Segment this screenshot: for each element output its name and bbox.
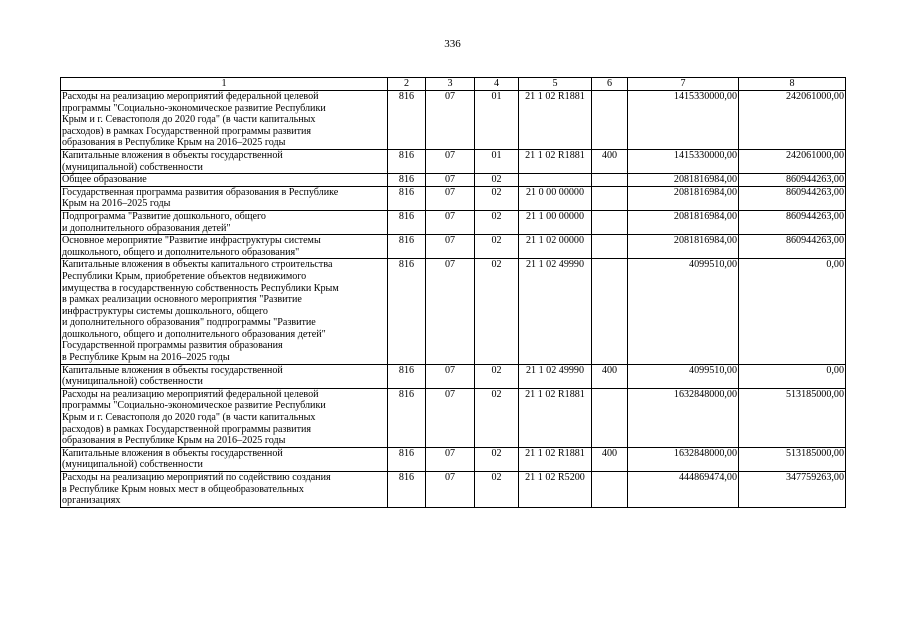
description-line: расходов) в рамках Государственной программы развития [62, 423, 312, 435]
description-line: (муниципальной) собственности [62, 376, 203, 388]
description-line: и дополнительного образования детей" [62, 222, 231, 234]
amount-cell: 2081816984,00 [628, 235, 739, 259]
column-header: 5 [519, 78, 592, 91]
description-line: Крым и г. Севастополя до 2020 года" (в части капитальных [62, 114, 316, 126]
amount-cell: 242061000,00 [739, 149, 846, 173]
target-article-cell: 21 1 02 R1881 [519, 149, 592, 173]
expense-type-cell: 400 [592, 447, 628, 471]
column-header: 2 [388, 78, 426, 91]
amount-cell: 513185000,00 [739, 447, 846, 471]
table-row [61, 235, 846, 259]
ministry-code-cell: 816 [388, 91, 426, 150]
row-description [61, 186, 388, 210]
table-row [61, 174, 846, 187]
row-description [61, 91, 388, 150]
section-code-cell: 07 [426, 259, 475, 364]
target-article-cell: 21 1 02 R1881 [519, 388, 592, 447]
row-description [61, 388, 388, 447]
expense-type-cell: 400 [592, 364, 628, 388]
ministry-code-cell: 816 [388, 149, 426, 173]
ministry-code-cell: 816 [388, 210, 426, 234]
description-line: Республики Крым, приобретение объектов недвижимого [62, 270, 307, 282]
target-article-cell: 21 1 02 R1881 [519, 447, 592, 471]
expense-type-cell: 400 [592, 149, 628, 173]
description-line: Капитальные вложения в объекты государственной [62, 149, 283, 161]
amount-cell: 1632848000,00 [628, 447, 739, 471]
target-article-cell: 21 1 02 49990 [519, 259, 592, 364]
table-row [61, 364, 846, 388]
subsection-code-cell: 02 [475, 210, 519, 234]
table-row [61, 388, 846, 447]
target-article-cell: 21 1 02 R1881 [519, 91, 592, 150]
amount-cell: 2081816984,00 [628, 174, 739, 187]
ministry-code-cell: 816 [388, 259, 426, 364]
subsection-code-cell: 02 [475, 259, 519, 364]
section-code-cell: 07 [426, 91, 475, 150]
column-header: 1 [61, 78, 388, 91]
column-header: 4 [475, 78, 519, 91]
table-row [61, 447, 846, 471]
expense-type-cell [592, 388, 628, 447]
section-code-cell: 07 [426, 472, 475, 508]
table-header-row [61, 78, 846, 91]
section-code-cell: 07 [426, 447, 475, 471]
description-line: (муниципальной) собственности [62, 459, 203, 471]
description-line: Капитальные вложения в объекты государственной [62, 364, 283, 376]
amount-cell: 4099510,00 [628, 364, 739, 388]
row-description [61, 174, 388, 187]
amount-cell: 444869474,00 [628, 472, 739, 508]
description-line: программы "Социально-экономическое развитие Республики [62, 102, 326, 114]
row-description [61, 364, 388, 388]
subsection-code-cell: 02 [475, 388, 519, 447]
amount-cell: 0,00 [739, 364, 846, 388]
section-code-cell: 07 [426, 174, 475, 187]
expense-type-cell [592, 472, 628, 508]
row-description [61, 210, 388, 234]
section-code-cell: 07 [426, 149, 475, 173]
subsection-code-cell: 02 [475, 186, 519, 210]
description-line: Подпрограмма "Развитие дошкольного, общего [62, 210, 266, 222]
amount-cell: 1632848000,00 [628, 388, 739, 447]
row-description [61, 259, 388, 364]
ministry-code-cell: 816 [388, 235, 426, 259]
ministry-code-cell: 816 [388, 186, 426, 210]
description-line: организациях [62, 495, 121, 507]
description-line: дошкольного, общего и дополнительного образования детей" [62, 328, 326, 340]
expense-type-cell [592, 259, 628, 364]
target-article-cell: 21 1 02 49990 [519, 364, 592, 388]
table-body [61, 91, 846, 508]
row-description [61, 235, 388, 259]
description-line: в Республике Крым новых мест в общеобразовательных [62, 483, 304, 495]
amount-cell: 860944263,00 [739, 210, 846, 234]
description-line: инфраструктуры системы дошкольного, общего [62, 305, 268, 317]
budget-table [60, 77, 846, 508]
ministry-code-cell: 816 [388, 364, 426, 388]
ministry-code-cell: 816 [388, 174, 426, 187]
subsection-code-cell: 02 [475, 364, 519, 388]
expense-type-cell [592, 186, 628, 210]
description-line: Расходы на реализацию мероприятий федеральной целевой [62, 91, 319, 102]
column-header: 3 [426, 78, 475, 91]
amount-cell: 242061000,00 [739, 91, 846, 150]
target-article-cell: 21 1 02 00000 [519, 235, 592, 259]
expense-type-cell [592, 91, 628, 150]
target-article-cell: 21 1 00 00000 [519, 210, 592, 234]
description-line: Крым на 2016–2025 годы [62, 198, 171, 210]
description-line: имущества в государственную собственность Республики Крым [62, 282, 339, 294]
amount-cell: 860944263,00 [739, 186, 846, 210]
target-article-cell: 21 1 02 R5200 [519, 472, 592, 508]
table-row [61, 472, 846, 508]
subsection-code-cell: 01 [475, 91, 519, 150]
subsection-code-cell: 02 [475, 447, 519, 471]
description-line: (муниципальной) собственности [62, 161, 203, 173]
section-code-cell: 07 [426, 235, 475, 259]
ministry-code-cell: 816 [388, 472, 426, 508]
subsection-code-cell: 02 [475, 235, 519, 259]
column-header: 8 [739, 78, 846, 91]
description-line: Капитальные вложения в объекты капитального строительства [62, 259, 333, 271]
section-code-cell: 07 [426, 388, 475, 447]
target-article-cell [519, 174, 592, 187]
amount-cell: 0,00 [739, 259, 846, 364]
table-row [61, 91, 846, 150]
amount-cell: 2081816984,00 [628, 186, 739, 210]
amount-cell: 860944263,00 [739, 174, 846, 187]
amount-cell: 860944263,00 [739, 235, 846, 259]
description-line: и дополнительного образования" подпрограммы "Развитие [62, 317, 316, 329]
description-line: программы "Социально-экономическое развитие Республики [62, 400, 326, 412]
expense-type-cell [592, 210, 628, 234]
page-number: 336 [444, 38, 461, 50]
description-line: Основное мероприятие "Развитие инфраструктуры системы [62, 235, 321, 247]
expense-type-cell [592, 174, 628, 187]
row-description [61, 472, 388, 508]
description-line: в Республике Крым на 2016–2025 годы [62, 352, 230, 364]
table-row [61, 259, 846, 364]
description-line: образования в Республике Крым на 2016–2025 годы [62, 137, 286, 149]
ministry-code-cell: 816 [388, 447, 426, 471]
description-line: Крым и г. Севастополя до 2020 года" (в части капитальных [62, 412, 316, 424]
subsection-code-cell: 02 [475, 472, 519, 508]
amount-cell: 513185000,00 [739, 388, 846, 447]
ministry-code-cell: 816 [388, 388, 426, 447]
amount-cell: 347759263,00 [739, 472, 846, 508]
table-row [61, 210, 846, 234]
description-line: дошкольного, общего и дополнительного образования" [62, 246, 300, 258]
description-line: образования в Республике Крым на 2016–2025 годы [62, 435, 286, 447]
table-row [61, 186, 846, 210]
subsection-code-cell: 02 [475, 174, 519, 187]
description-line: Расходы на реализацию мероприятий федеральной целевой [62, 388, 319, 400]
description-line: Общее образование [62, 174, 147, 186]
description-line: Капитальные вложения в объекты государственной [62, 447, 283, 459]
amount-cell: 4099510,00 [628, 259, 739, 364]
description-line: Расходы на реализацию мероприятий по содействию создания [62, 472, 331, 483]
row-description [61, 447, 388, 471]
amount-cell: 1415330000,00 [628, 91, 739, 150]
amount-cell: 1415330000,00 [628, 149, 739, 173]
subsection-code-cell: 01 [475, 149, 519, 173]
description-line: расходов) в рамках Государственной программы развития [62, 125, 312, 137]
table-row [61, 149, 846, 173]
section-code-cell: 07 [426, 364, 475, 388]
description-line: в рамках реализации основного мероприятия "Развитие [62, 294, 302, 306]
description-line: Государственной программы развития образования [62, 340, 283, 352]
column-header: 6 [592, 78, 628, 91]
description-line: Государственная программа развития образования в Республике [62, 186, 339, 198]
amount-cell: 2081816984,00 [628, 210, 739, 234]
section-code-cell: 07 [426, 210, 475, 234]
row-description [61, 149, 388, 173]
column-header: 7 [628, 78, 739, 91]
target-article-cell: 21 0 00 00000 [519, 186, 592, 210]
section-code-cell: 07 [426, 186, 475, 210]
expense-type-cell [592, 235, 628, 259]
